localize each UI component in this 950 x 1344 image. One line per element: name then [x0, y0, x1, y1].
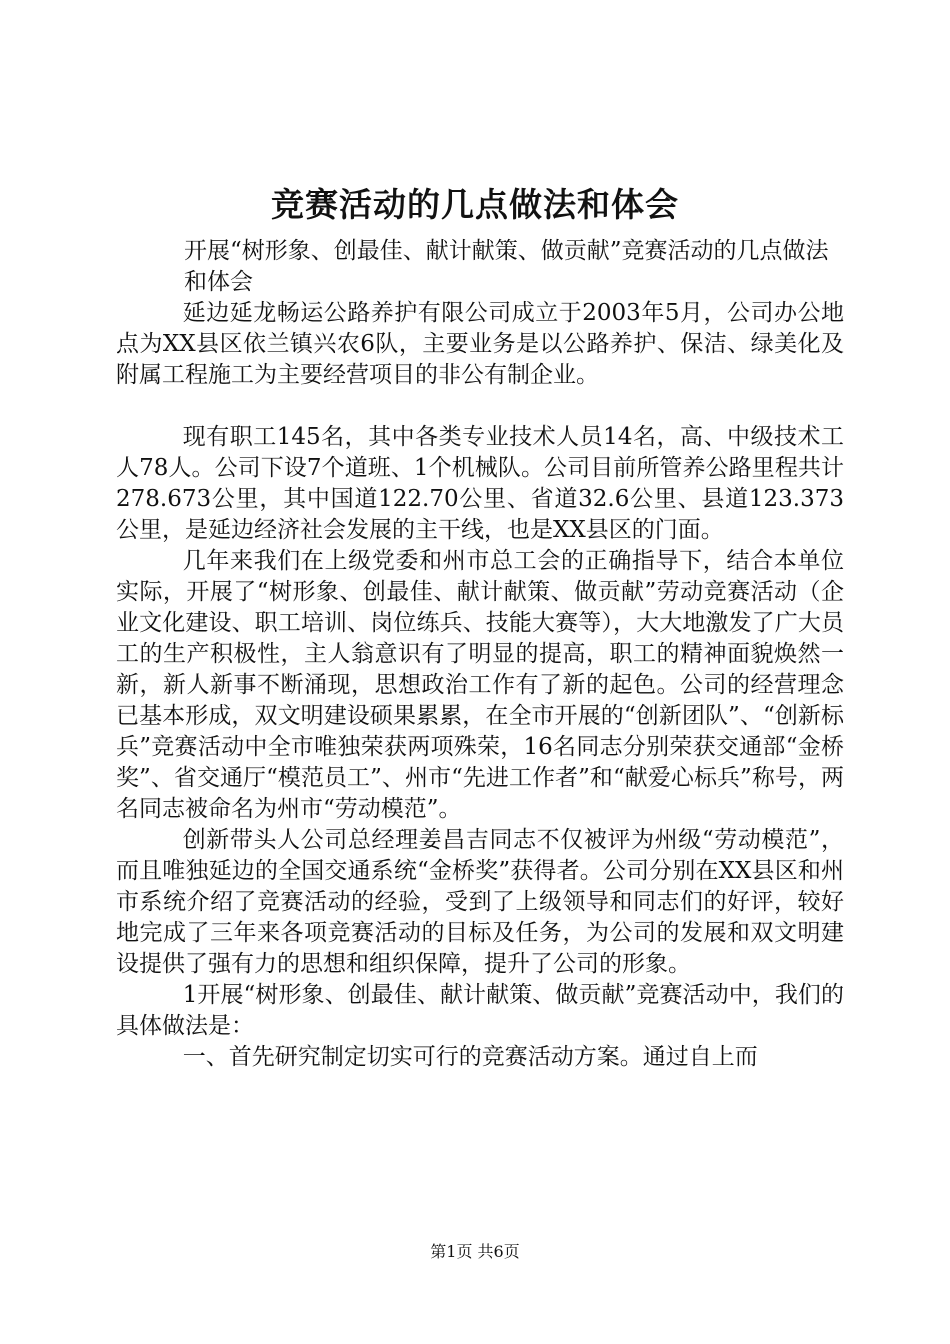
document-title: 竞赛活动的几点做法和体会 — [271, 185, 679, 224]
paragraph-achievements: 几年来我们在上级党委和州市总工会的正确指导下，结合本单位实际，开展了“树形象、创最佳、献计献策、做贡献”劳动竞赛活动（企业文化建设、职工培训、岗位练兵、技能大赛等），大大地激发了广大员工的生产积极性，主人翁意识有了明显的提高，职工的精神面貌焕然一新，新人新事不断涌现，思想政治工作有了新的起色。公司的经营理念已基本形成，双文明建设硕果累累，在全市开展的“创新团队”、“创新标兵”竞赛活动中全市唯独荣获两项殊荣，16名同志分别荣获交通部“金桥奖”、省交通厅“模范员工”、州市“先进工作者”和“献爱心标兵”称号，两名同志被命名为州市“劳动模范”。 — [116, 548, 844, 822]
page-indicator: 第1页 共6页 — [430, 1242, 520, 1261]
document-body — [116, 236, 844, 1073]
document-subtitle: 开展“树形象、创最佳、献计献策、做贡献”竞赛活动的几点做法和体会 — [184, 238, 829, 295]
paragraph-leader: 创新带头人公司总经理姜昌吉同志不仅被评为州级“劳动模范”，而且唯独延边的全国交通系统“金桥奖”获得者。公司分别在XX县区和州市系统介绍了竞赛活动的经验，受到了上级领导和同志们的好评，较好地完成了三年来各项竞赛活动的目标及任务，为公司的发展和双文明建设提供了强有力的思想和组织保障，提升了公司的形象。 — [116, 827, 844, 977]
paragraph-methods-intro: 1开展“树形象、创最佳、献计献策、做贡献”竞赛活动中，我们的具体做法是： — [116, 982, 844, 1039]
paragraph-staff: 现有职工145名，其中各类专业技术人员14名，高、中级技术工人78人。公司下设7个道班、1个机械队。公司目前所管养公路里程共计278.673公里，其中国道122.70公里、省道32.6公里、县道123.373公里，是延边经济社会发展的主干线，也是XX县区的门面。 — [116, 424, 844, 543]
paragraph-method-one: 一、首先研究制定切实可行的竞赛活动方案。通过自上而 — [182, 1044, 758, 1070]
paragraph-company-intro: 延边延龙畅运公路养护有限公司成立于2003年5月，公司办公地点为XX县区依兰镇兴农6队，主要业务是以公路养护、保洁、绿美化及附属工程施工为主要经营项目的非公有制企业。 — [116, 300, 844, 388]
blank-line — [116, 391, 844, 422]
